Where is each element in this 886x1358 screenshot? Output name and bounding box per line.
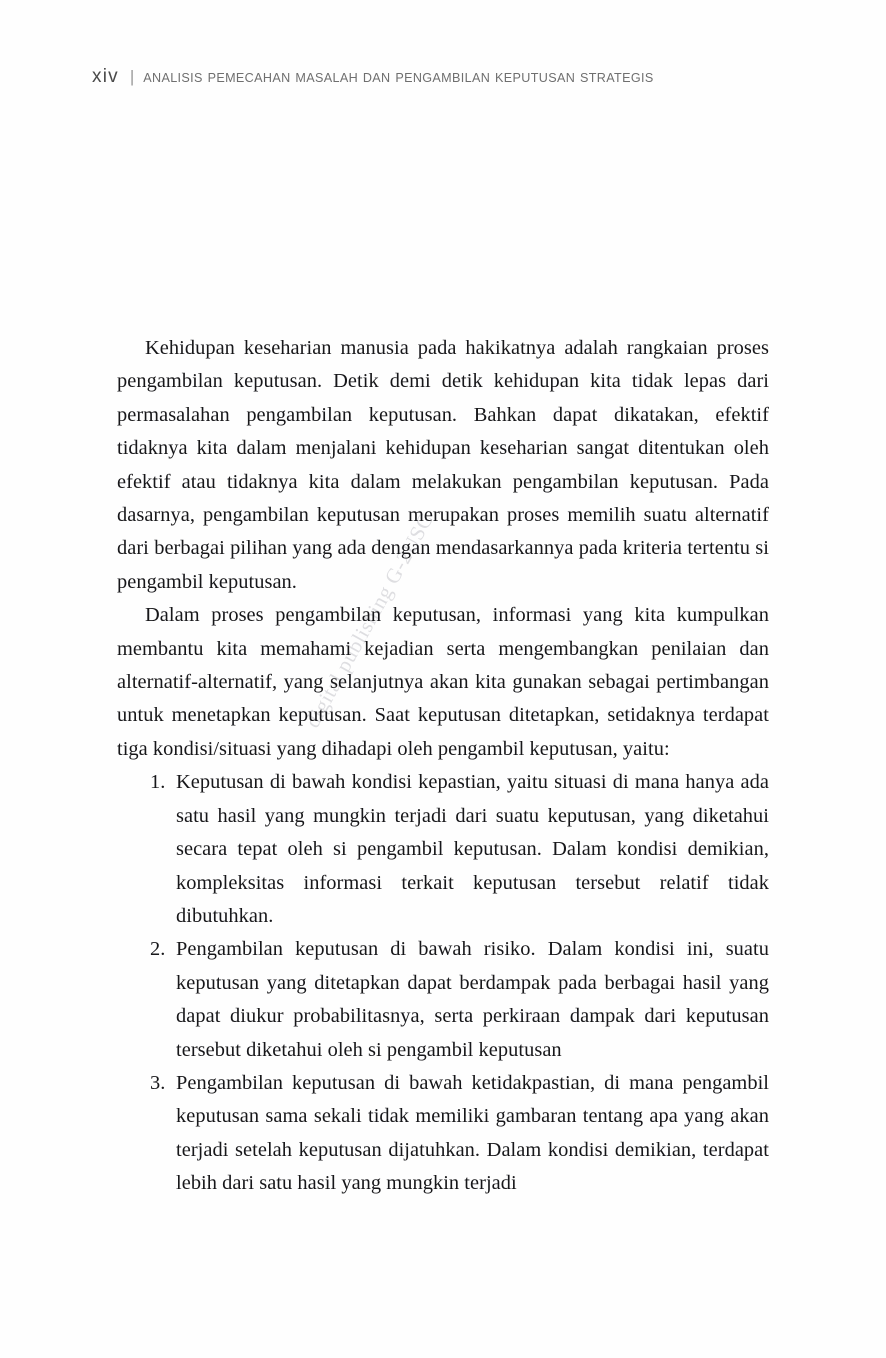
body-text-block: [117, 332, 769, 1201]
paragraph-2: Dalam proses pengambilan keputusan, informasi yang kita kumpulkan membantu kita memahami kejadian serta mengembangkan penilaian dan alternatif-alternatif, yang selanjutnya akan kita gunakan sebagai pertimbangan untuk menetapkan keputusan. Saat keputusan ditetapkan, setidaknya terdapat tiga kondisi/situasi yang dihadapi oleh pengambil keputusan, yaitu:: [117, 604, 769, 760]
list-item-text: Keputusan di bawah kondisi kepastian, yaitu situasi di mana hanya ada satu hasil yang mungkin terjadi dari suatu keputusan, yang diketahui secara tepat oleh si pengambil keputusan. Dalam kondisi demikian, kompleksitas informasi terkait keputusan tersebut relatif tidak dibutuhkan.: [176, 771, 769, 927]
list-item: [117, 766, 769, 933]
list-item-text: Pengambilan keputusan di bawah ketidakpastian, di mana pengambil keputusan sama sekali tidak memiliki gambaran tentang apa yang akan terjadi setelah keputusan dijatuhkan. Dalam kondisi demikian, terdapat lebih dari satu hasil yang mungkin terjadi: [176, 1071, 769, 1195]
watermark-text: digital publishing G-2USC: [300, 508, 439, 732]
running-header: [92, 66, 654, 88]
running-header-title: ANALISIS PEMECAHAN MASALAH DAN PENGAMBILAN KEPUTUSAN STRATEGIS: [143, 71, 654, 85]
paragraph-1: Kehidupan keseharian manusia pada hakikatnya adalah rangkaian proses pengambilan keputusan. Detik demi detik kehidupan kita tidak lepas dari permasalahan pengambilan keputusan. Bahkan dapat dikatakan, efektif tidaknya kita dalam menjalani kehidupan keseharian sangat ditentukan oleh efektif atau tidaknya kita dalam melakukan pengambilan keputusan. Pada dasarnya, pengambilan keputusan merupakan proses memilih suatu alternatif dari berbagai pilihan yang ada dengan mendasarkannya pada kriteria tertentu si pengambil keputusan.: [117, 337, 769, 593]
page-folio: xiv: [92, 66, 119, 87]
list-item-text: Pengambilan keputusan di bawah risiko. Dalam kondisi ini, suatu keputusan yang ditetapkan dapat berdampak pada berbagai hasil yang dapat diukur probabilitasnya, serta perkiraan dampak dari keputusan tersebut diketahui oleh si pengambil keputusan: [176, 938, 769, 1061]
conditions-list: [117, 766, 769, 1200]
header-separator: |: [129, 67, 135, 86]
list-item: [117, 933, 769, 1067]
list-item: [117, 1067, 769, 1201]
